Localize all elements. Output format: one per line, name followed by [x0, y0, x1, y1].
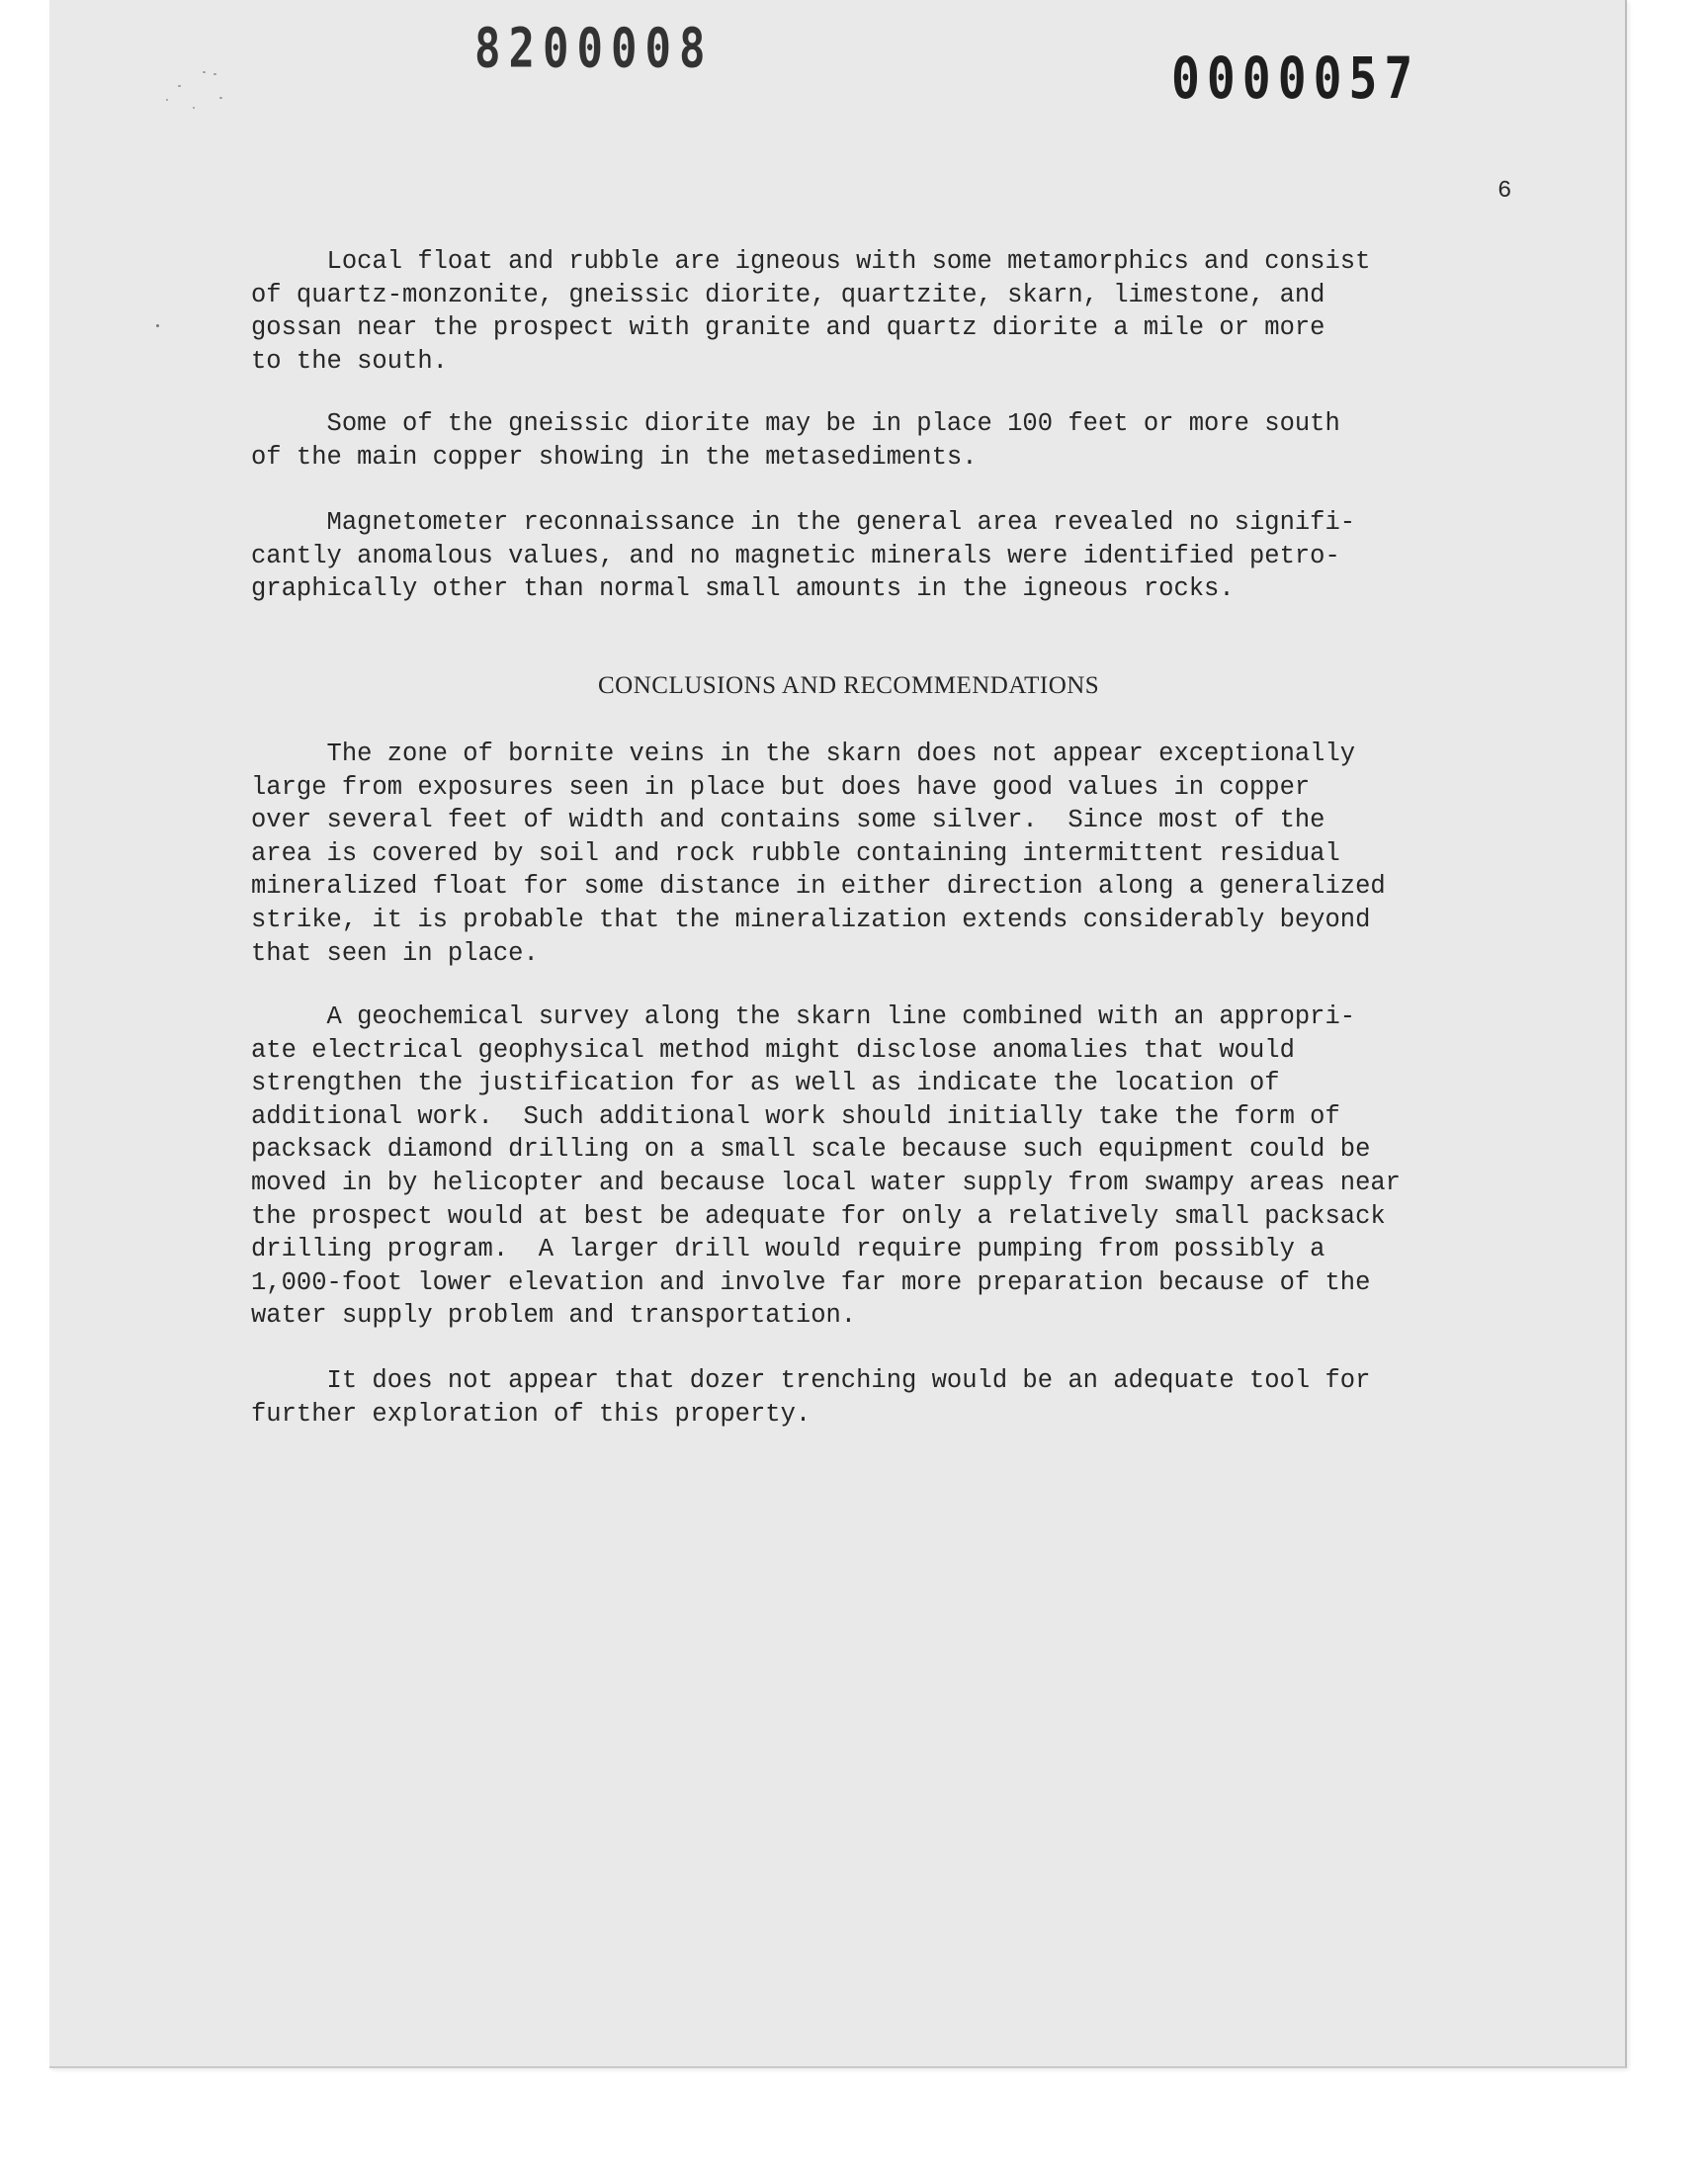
page-number: 6: [1497, 178, 1512, 205]
scan-speck: [193, 107, 195, 109]
scan-speck: [214, 73, 216, 75]
scan-speck: [178, 85, 181, 87]
document-page: [49, 0, 1627, 2068]
document-stamp-left: 8200008: [474, 17, 714, 81]
margin-mark: [156, 324, 159, 327]
paragraph-dozer-trenching: It does not appear that dozer trenching would be an adequate tool for further exploration of this property.: [251, 1366, 1371, 1429]
paragraph-geochemical-survey: A geochemical survey along the skarn line combined with an appropri- ate electrical geophysical method might disclose anomalies that would strengthen the justification for as well as indicate the location of additional work. Such additional work should initially take the form of packsack diamond drilling on a small scale because such equipment could be moved in by helicopter and because local water supply from swampy areas near the prospect would at best be adequate for only a relatively small packsack drilling program. A larger drill would require pumping from possibly a 1,000-foot lower elevation and involve far more preparation because of the water supply problem and transportation.: [251, 1002, 1401, 1331]
paragraph-magnetometer: Magnetometer reconnaissance in the general area revealed no signifi- cantly anomalous values, and no magnetic minerals were identified petro- graphically other than normal small amounts in the igneous rocks.: [251, 508, 1356, 604]
paragraph-gneissic-diorite: Some of the gneissic diorite may be in place 100 feet or more south of the main copper showing in the metasediments.: [251, 409, 1340, 472]
section-heading-conclusions: CONCLUSIONS AND RECOMMENDATIONS: [598, 672, 1100, 699]
paragraph-local-float: Local float and rubble are igneous with some metamorphics and consist of quartz-monzonite, gneissic diorite, quartzite, skarn, limestone, and gossan near the prospect with granite and quartz diorite a mile or more to the south.: [251, 247, 1371, 376]
document-stamp-right: 0000057: [1171, 45, 1420, 113]
scan-speck: [166, 99, 168, 101]
scan-speck: [219, 97, 222, 99]
scan-speck: [203, 71, 206, 73]
paragraph-bornite-veins: The zone of bornite veins in the skarn does not appear exceptionally large from exposures seen in place but does have good values in copper over several feet of width and contains some silver. Since most of the area is covered by soil and rock rubble containing intermittent residual mineralized float for some distance in either direction along a generalized strike, it is probable that the mineralization extends considerably beyond that seen in place.: [251, 740, 1386, 968]
